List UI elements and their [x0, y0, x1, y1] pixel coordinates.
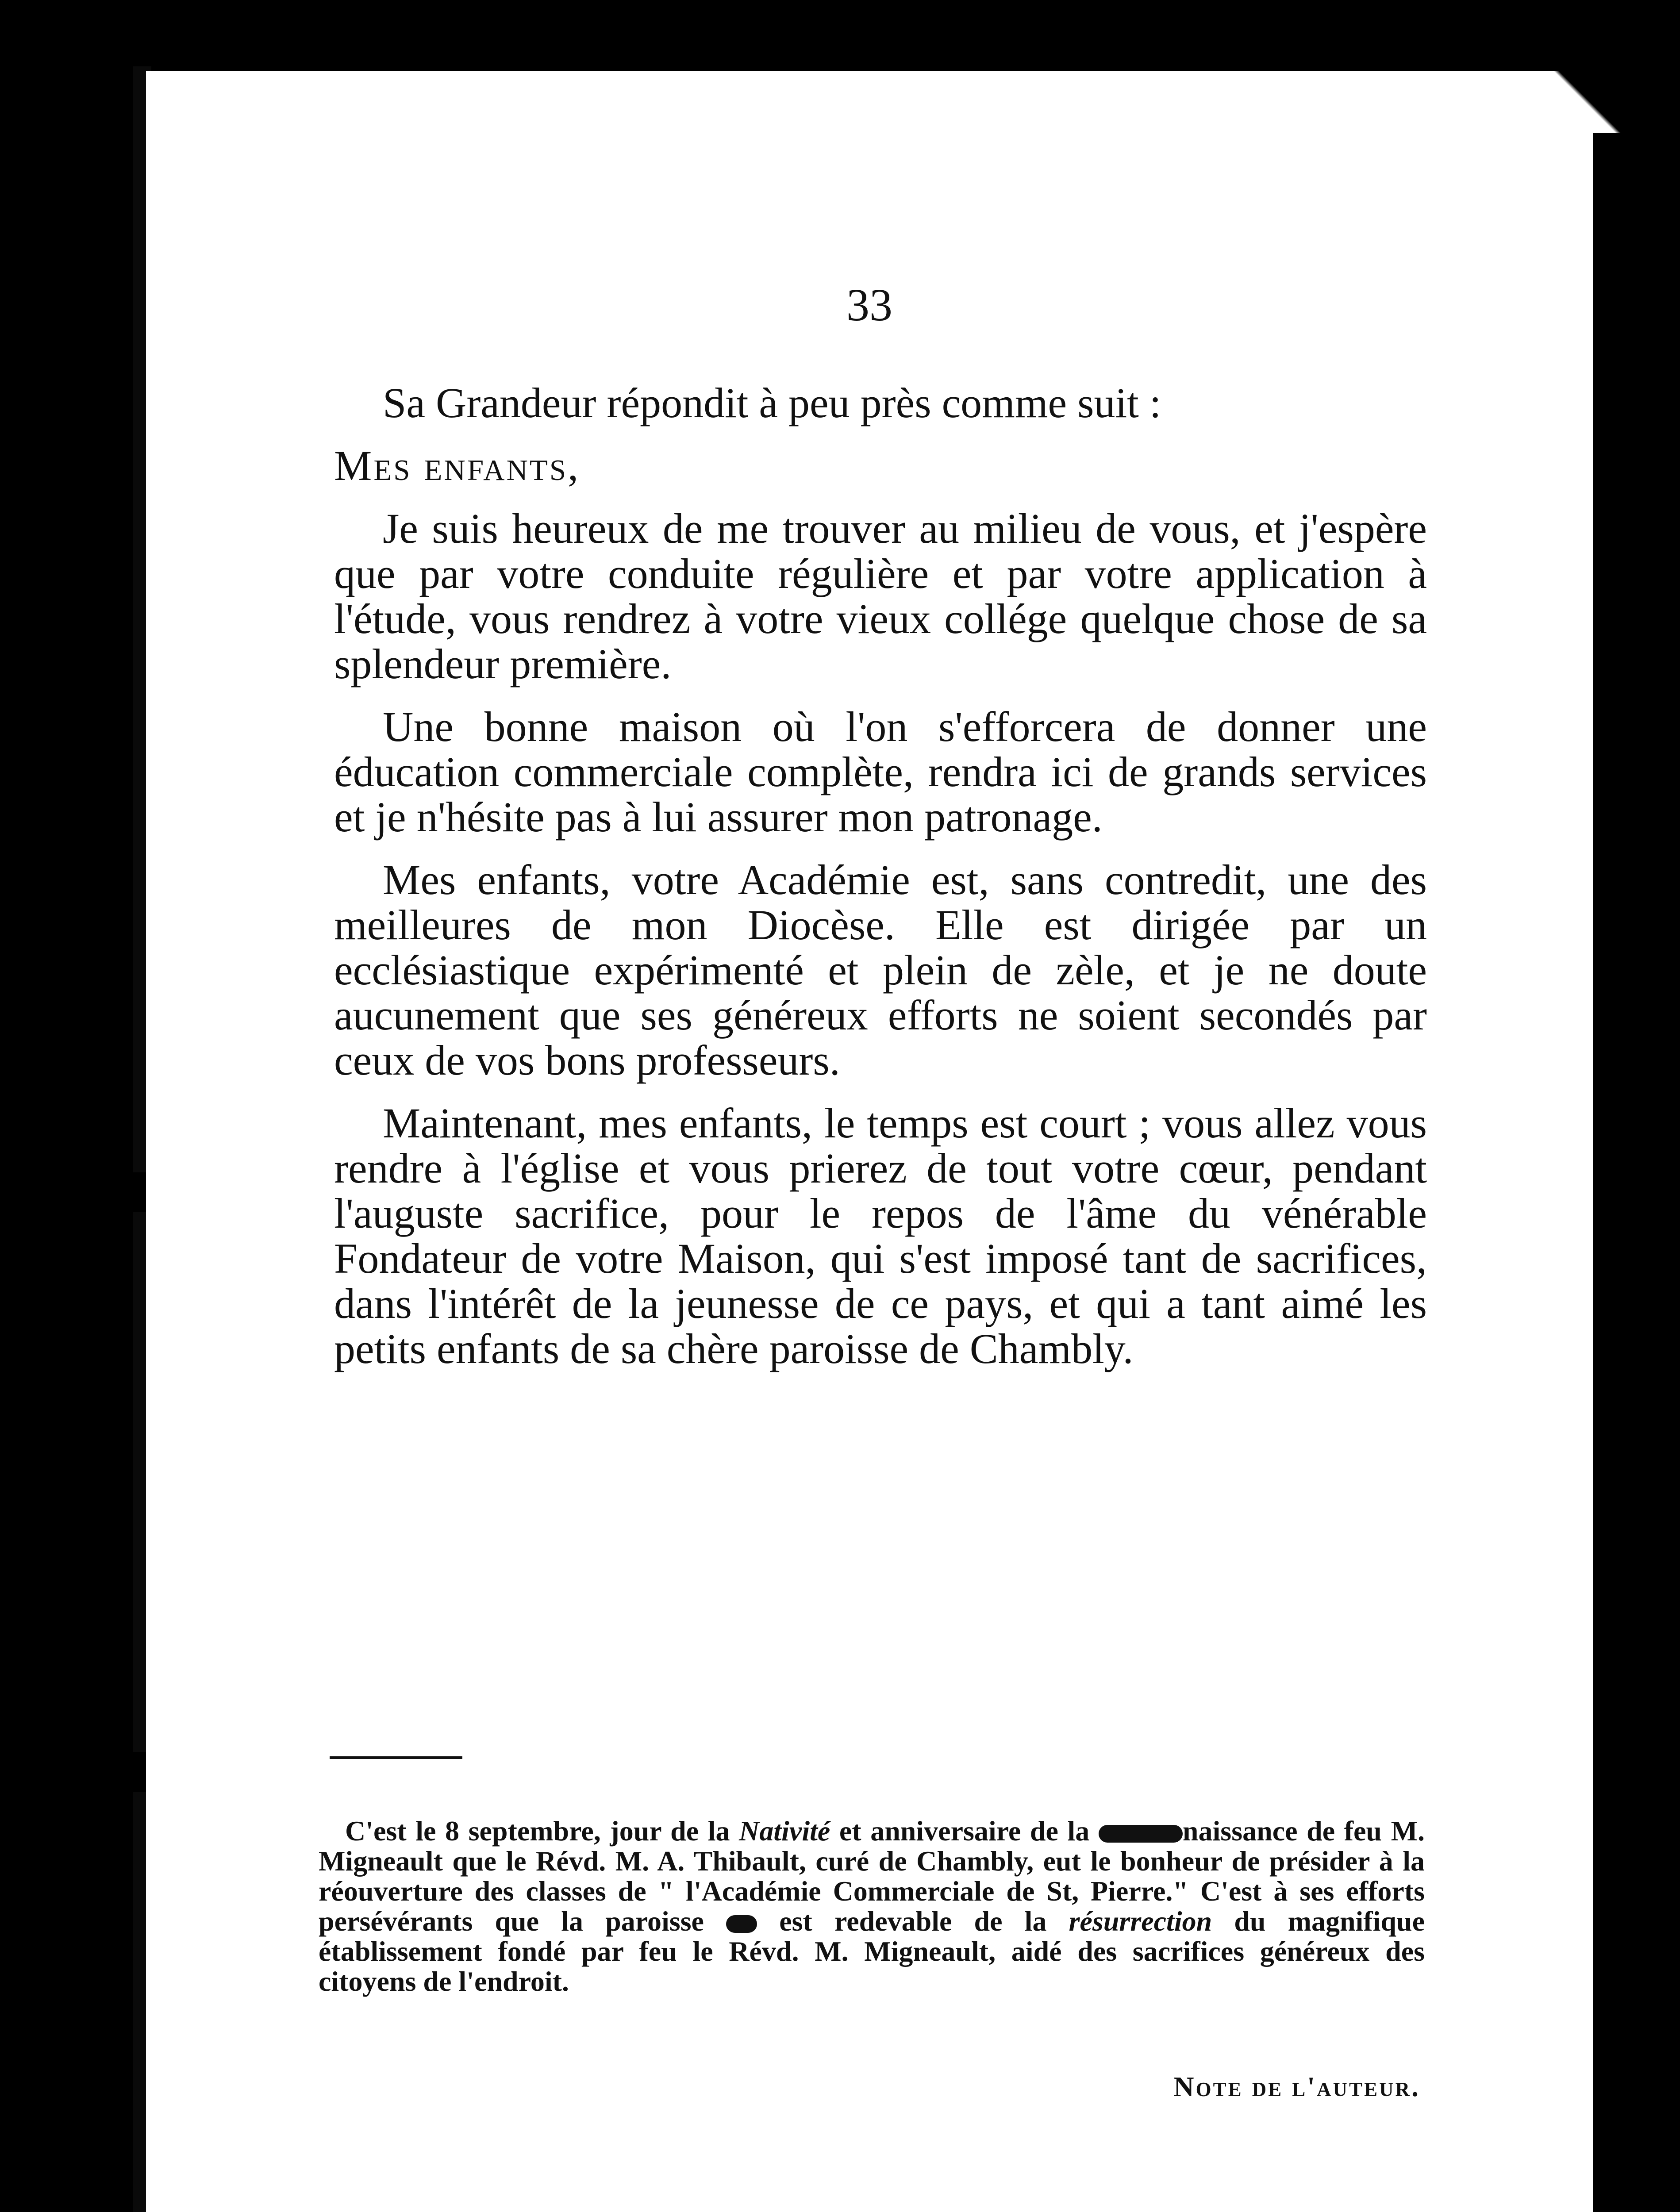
redaction-mark	[1099, 1825, 1183, 1843]
page-body	[334, 380, 1427, 1389]
corner-fold	[1552, 71, 1622, 133]
body-paragraph: Maintenant, mes enfants, le temps est court ; vous allez vous rendre à l'église et vous prierez de tout votre cœur, pendant l'auguste sacrifice, pour le repos de l'âme du vénérable Fondateur de votre Maison, qui s'est imposé tant de sacrifices, dans l'intérêt de la jeunesse de ce pays, et qui a tant aimé les petits enfants de sa chère paroisse de Chambly.	[334, 1099, 1427, 1372]
page-paper	[146, 71, 1593, 2212]
redaction-mark	[726, 1915, 757, 1933]
footnote-text: du magnifique établissement fondé par feu le Révd. M. Migneault, aidé des sacrifices généreux des citoyens de l'endroit.	[319, 1905, 1425, 1997]
footnote	[319, 1816, 1425, 1997]
footnote-signature: Note de l'auteur.	[1173, 2071, 1420, 2102]
footnote-text: C'est le 8 septembre, jour de la	[345, 1815, 739, 1847]
footnote-emphasis: Nativité	[739, 1815, 830, 1847]
body-paragraph: Mes enfants, votre Académie est, sans contredit, une des meilleures de mon Diocèse. Elle est dirigée par un ecclésiastique expérimenté et plein de zèle, et je ne doute aucunement que ses généreux efforts ne soient secondés par ceux de vos bons professeurs.	[334, 856, 1427, 1084]
footnote-emphasis: résurrection	[1069, 1905, 1212, 1937]
body-paragraph: Une bonne maison où l'on s'efforcera de donner une éducation commerciale complète, rendra ici de grands services et je n'hésite pas à lui assurer mon patronage.	[334, 703, 1427, 841]
footnote-text: naissance de feu M. Migneault que le Révd. M. A. Thibault, curé de Chambly, eut le bonheur de présider à la réouverture des classes de " l'Académie Commerciale de St, Pierre." C'est à ses efforts persévérants que la paroisse	[319, 1815, 1425, 1937]
intro-paragraph: Sa Grandeur répondit à peu près comme suit :	[383, 379, 1161, 426]
page-number: 33	[846, 280, 892, 330]
footnote-text: est redevable de la	[757, 1905, 1069, 1937]
salutation: Mes enfants,	[334, 442, 581, 489]
footnote-divider	[330, 1756, 462, 1759]
footnote-text: et anniversaire de la	[830, 1815, 1099, 1847]
body-paragraph: Je suis heureux de me trouver au milieu de vous, et j'espère que par votre conduite régulière et par votre application à l'étude, vous rendrez à votre vieux collége quelque chose de sa splendeur première.	[334, 505, 1427, 687]
